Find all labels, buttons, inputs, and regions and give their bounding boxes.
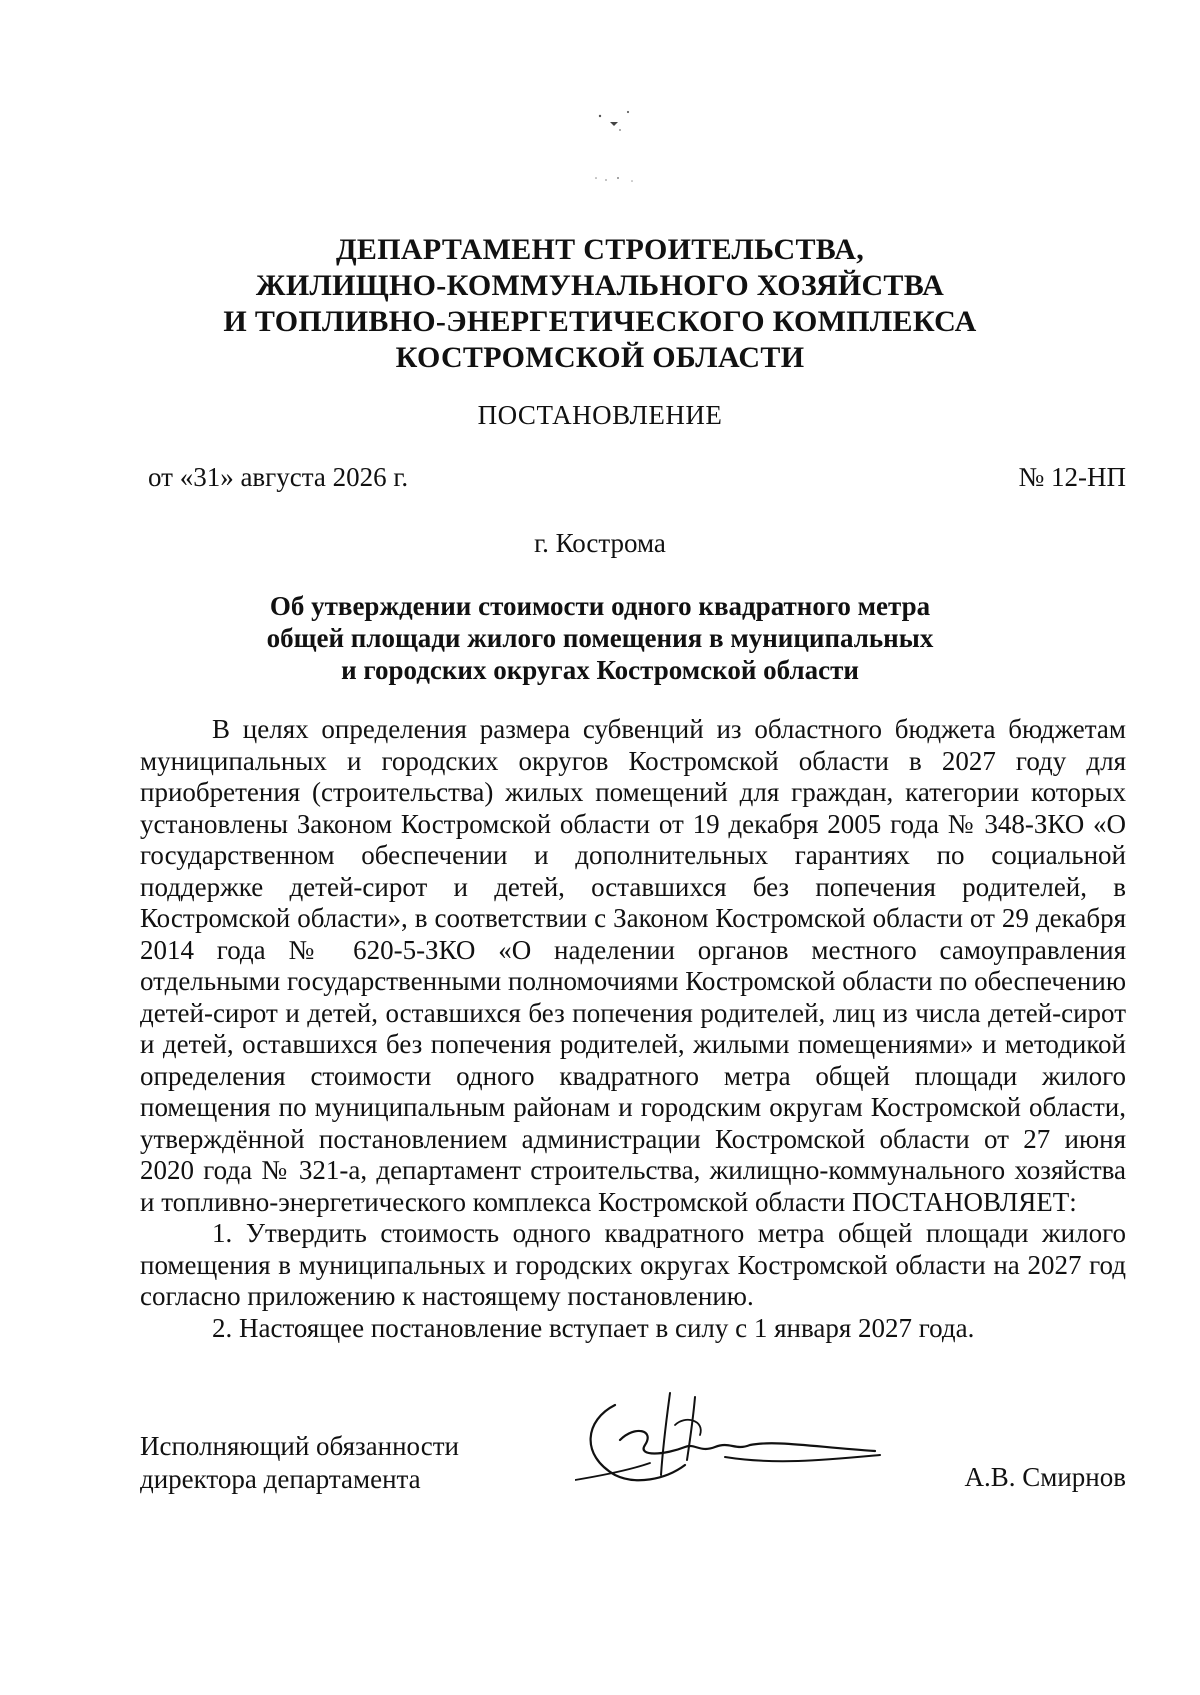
- coat-of-arms-icon: [590, 108, 670, 198]
- department-header: [0, 232, 1200, 376]
- header-line-1: ДЕПАРТАМЕНТ СТРОИТЕЛЬСТВА,: [335, 233, 864, 266]
- handwritten-signature-icon: [575, 1385, 915, 1495]
- signatory-title-line-2: директора департамента: [140, 1464, 421, 1494]
- signatory-title-line-1: Исполняющий обязанности: [140, 1431, 459, 1461]
- header-line-3: И ТОПЛИВНО-ЭНЕРГЕТИЧЕСКОГО КОМПЛЕКСА: [223, 305, 977, 338]
- subject-line-2: общей площади жилого помещения в муниципальных: [266, 623, 934, 653]
- document-body: [140, 714, 1126, 1344]
- body-paragraph-item-1: 1. Утвердить стоимость одного квадратного метра общей площади жилого помещения в муниципальных и городских округах Костромской области на 2027 год согласно приложению к настоящему постановлению.: [140, 1218, 1126, 1311]
- subject-line-1: Об утверждении стоимости одного квадратного метра: [269, 591, 931, 621]
- document-subject: [0, 590, 1200, 686]
- body-paragraph-item-2: 2. Настоящее постановление вступает в силу с 1 января 2027 года.: [212, 1312, 975, 1343]
- document-city: г. Кострома: [534, 528, 666, 558]
- signatory-name: А.В. Смирнов: [964, 1462, 1126, 1492]
- header-line-4: КОСТРОМСКОЙ ОБЛАСТИ: [395, 341, 805, 374]
- document-type: ПОСТАНОВЛЕНИЕ: [477, 400, 723, 430]
- document-date: от «31» августа 2026 г.: [148, 462, 409, 492]
- body-paragraph-preamble: В целях определения размера субвенций из областного бюджета бюджетам муниципальных и городских округов Костромской области в 2027 году для приобретения (строительства) жилых помещений для граждан, категории которых установлены Законом Костромской области от 19 декабря 2005 года № 348-ЗКО «О государственном обеспечении и дополнительных гарантиях по социальной поддержке детей-сирот и детей, оставшихся без попечения родителей, в Костромской области», в соответствии с Законом Костромской области от 29 декабря 2014 года № 620-5-ЗКО «О наделении органов местного самоуправления отдельными государственными полномочиями Костромской области по обеспечению детей-сирот и детей, оставшихся без попечения родителей, лиц из числа детей-сирот и детей, оставшихся без попечения родителей, жилыми помещениями» и методикой определения стоимости одного квадратного метра общей площади жилого помещения по муниципальным районам и городским округам Костромской области, утверждённой постановлением администрации Костромской области от 27 июня 2020 года № 321-а, департамент строительства, жилищно-коммунального хозяйства и топливно-энергетического комплекса Костромской области ПОСТАНОВЛЯЕТ:: [140, 714, 1126, 1217]
- subject-line-3: и городских округах Костромской области: [341, 655, 859, 685]
- document-number: № 12-НП: [1018, 462, 1126, 492]
- header-line-2: ЖИЛИЩНО-КОММУНАЛЬНОГО ХОЗЯЙСТВА: [255, 269, 945, 302]
- signatory-title: [140, 1430, 459, 1496]
